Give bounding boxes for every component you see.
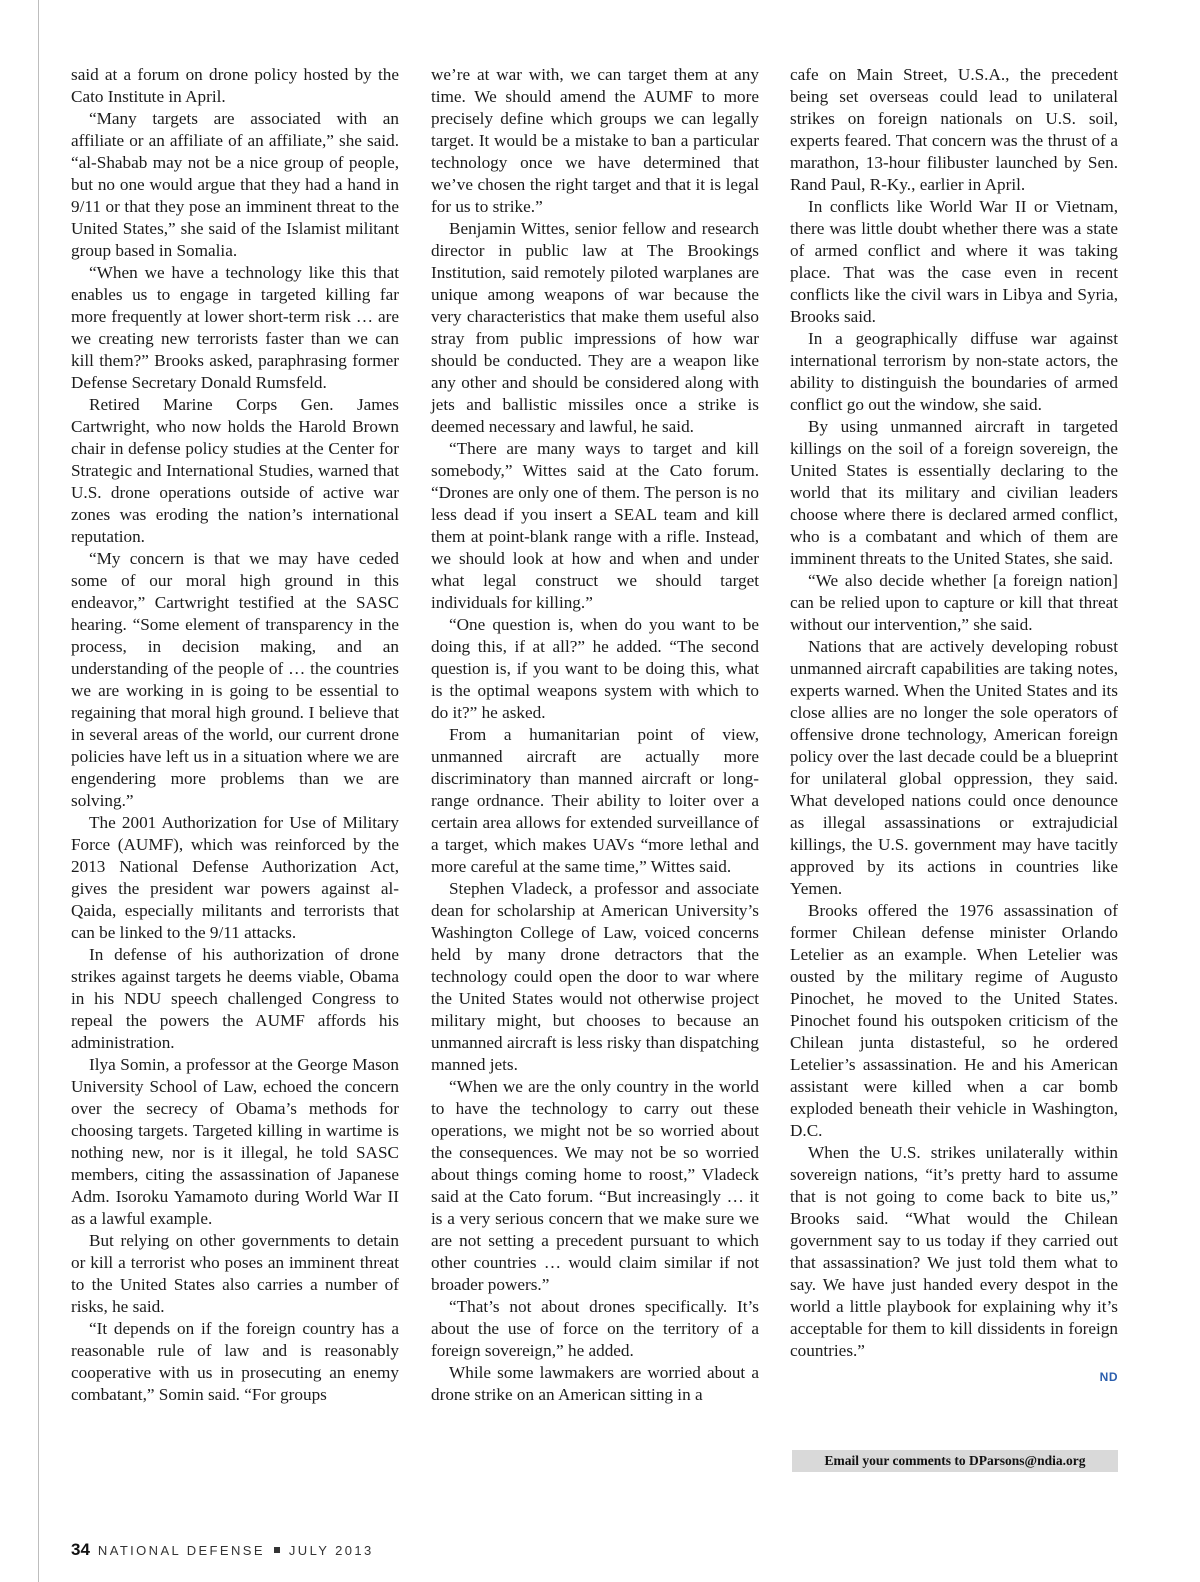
article-paragraph: In a geographically diffuse war against international terrorism by non-state actors, the ability to distinguish the boundaries of armed conflict go out the window, she said. xyxy=(790,329,1118,414)
article-paragraph: When the U.S. strikes unilaterally within sovereign nations, “it’s pretty hard to assume that is not going to come back to bite us,” Brooks said. “What would the Chilean government say to us today if they carried out that assassination? We just told them what to say. We have just handed every despot in the world a little playbook for explaining why it’s acceptable for them to kill dissidents in foreign countries.” xyxy=(790,1143,1118,1360)
article-paragraph: said at a forum on drone policy hosted by the Cato Institute in April. xyxy=(71,65,399,106)
article-paragraph: While some lawmakers are worried about a drone strike on an American sitting in a xyxy=(431,1363,759,1404)
end-of-article-mark: ND xyxy=(1099,1370,1118,1384)
article-paragraph: In defense of his authorization of drone strikes against targets he deems viable, Obama in his NDU speech challenged Congress to repeal the powers the AUMF affords his administration. xyxy=(71,945,399,1052)
article-paragraph: Benjamin Wittes, senior fellow and research director in public law at The Brookings Institution, said remotely piloted warplanes are unique among weapons of war because the very characteristics that make them useful also stray from public impressions of how war should be conducted. They are a weapon like any other and should be considered along with jets and ballistic missiles once a strike is deemed necessary and lawful, he said. xyxy=(431,219,759,436)
page-footer xyxy=(71,1540,374,1560)
article-paragraph: we’re at war with, we can target them at any time. We should amend the AUMF to more precisely define which groups we can legally target. It would be a mistake to ban a particular technology once we have determined that we’ve chosen the right target and that it is legal for us to strike.” xyxy=(431,65,759,216)
article-paragraph: Ilya Somin, a professor at the George Mason University School of Law, echoed the concern over the secrecy of Obama’s methods for choosing targets. Targeted killing in wartime is nothing new, nor is it illegal, he told SASC members, citing the assassination of Japanese Adm. Isoroku Yamamoto during World War II as a lawful example. xyxy=(71,1055,399,1228)
article-paragraph: cafe on Main Street, U.S.A., the precedent being set overseas could lead to unilateral strikes on foreign nationals on U.S. soil, experts feared. That concern was the thrust of a marathon, 13-hour filibuster launched by Sen. Rand Paul, R-Ky., earlier in April. xyxy=(790,65,1118,194)
article-paragraph: In conflicts like World War II or Vietnam, there was little doubt whether there was a state of armed conflict and where it was taking place. That was the case even in recent conflicts like the civil wars in Libya and Syria, Brooks said. xyxy=(790,197,1118,326)
article-paragraph: “When we have a technology like this that enables us to engage in targeted killing far more frequently at lower short-term risk … are we creating new terrorists faster than we can kill them?” Brooks asked, paraphrasing former Defense Secretary Donald Rumsfeld. xyxy=(71,263,399,392)
article-paragraph: “Many targets are associated with an affiliate or an affiliate of an affiliate,” she said. “al-Shabab may not be a nice group of people, but no one would argue that they had a hand in 9/11 or that they pose an imminent threat to the United States,” she said of the Islamist militant group based in Somalia. xyxy=(71,109,399,260)
article-paragraph: “There are many ways to target and kill somebody,” Wittes said at the Cato forum. “Drones are only one of them. The person is no less dead if you insert a SEAL team and kill them at point-blank range with a rifle. Instead, we should look at how and when and under what legal construct we should target individuals for killing.” xyxy=(431,439,759,612)
page-number: 34 xyxy=(71,1540,90,1559)
article-paragraph: “That’s not about drones specifically. It’s about the use of force on the territory of a foreign sovereign,” he added. xyxy=(431,1297,759,1360)
email-comments-note: Email your comments to DParsons@ndia.org xyxy=(792,1450,1118,1472)
article-paragraph: Nations that are actively developing robust unmanned aircraft capabilities are taking notes, experts warned. When the United States and its close allies are no longer the sole operators of offensive drone technology, American foreign policy over the last decade could be a blueprint for unilateral global oppression, they said. What developed nations could once denounce as illegal assassinations or extrajudicial killings, the U.S. government may have tacitly approved by its actions in countries like Yemen. xyxy=(790,637,1118,898)
article-column-1 xyxy=(71,64,399,1406)
article-paragraph: “When we are the only country in the world to have the technology to carry out these operations, we might not be so worried about the consequences. We may not be so worried about things coming home to roost,” Vladeck said at the Cato forum. “But increasingly … it is a very serious concern that we make sure we are not setting a precedent pursuant to which other countries … would claim similar if not broader powers.” xyxy=(431,1077,759,1294)
article-paragraph: “My concern is that we may have ceded some of our moral high ground in this endeavor,” Cartwright testified at the SASC hearing. “Some element of transparency in the process, in decision making, and an understanding of the people of … the countries we are working in is going to be essential to regaining that moral high ground. I believe that in several areas of the world, our current drone policies have left us in a situation where we are engendering more problems than we are solving.” xyxy=(71,549,399,810)
article-paragraph: Brooks offered the 1976 assassination of former Chilean defense minister Orlando Letelier as an example. When Letelier was ousted by the military regime of Augusto Pinochet, he moved to the United States. Pinochet found his outspoken criticism of the Chilean junta distasteful, so he ordered Letelier’s assassination. He and his American assistant were killed when a car bomb exploded beneath their vehicle in Washington, D.C. xyxy=(790,901,1118,1140)
publication-name: NATIONAL DEFENSE xyxy=(97,1543,265,1558)
article-paragraph: Retired Marine Corps Gen. James Cartwright, who now holds the Harold Brown chair in defense policy studies at the Center for Strategic and International Studies, warned that U.S. drone operations outside of active war zones was eroding the nation’s international reputation. xyxy=(71,395,399,546)
article-paragraph: From a humanitarian point of view, unmanned aircraft are actually more discriminatory than manned aircraft or long-range ordnance. Their ability to loiter over a certain area allows for extended surveillance of a target, which makes UAVs “more lethal and more careful at the same time,” Wittes said. xyxy=(431,725,759,876)
article-column-2 xyxy=(431,64,759,1406)
issue-date: JULY 2013 xyxy=(288,1543,374,1558)
footer-separator xyxy=(274,1547,280,1553)
article-paragraph: Stephen Vladeck, a professor and associate dean for scholarship at American University’s Washington College of Law, voiced concerns held by many drone detractors that the technology could open the door to war where the United States would not otherwise project military might, but chooses to because an unmanned aircraft is less risky than dispatching manned jets. xyxy=(431,879,759,1074)
article-paragraph: “One question is, when do you want to be doing this, if at all?” he added. “The second question is, if you want to be doing this, what is the optimal weapons system with which to do it?” he asked. xyxy=(431,615,759,722)
article-paragraph: But relying on other governments to detain or kill a terrorist who poses an imminent threat to the United States also carries a number of risks, he said. xyxy=(71,1231,399,1316)
article-paragraph: “We also decide whether [a foreign nation] can be relied upon to capture or kill that threat without our intervention,” she said. xyxy=(790,571,1118,634)
page-gutter-line xyxy=(38,0,39,1582)
article-paragraph: The 2001 Authorization for Use of Military Force (AUMF), which was reinforced by the 2013 National Defense Authorization Act, gives the president war powers against al-Qaida, especially militants and terrorists that can be linked to the 9/11 attacks. xyxy=(71,813,399,942)
article-paragraph: “It depends on if the foreign country has a reasonable rule of law and is reasonably cooperative with us in prosecuting an enemy combatant,” Somin said. “For groups xyxy=(71,1319,399,1404)
article-column-3 xyxy=(790,64,1118,1388)
article-paragraph: By using unmanned aircraft in targeted killings on the soil of a foreign sovereign, the United States is essentially declaring to the world that its military and civilian leaders choose where there is declared armed conflict, who is a combatant and which of them are imminent threats to the United States, she said. xyxy=(790,417,1118,568)
